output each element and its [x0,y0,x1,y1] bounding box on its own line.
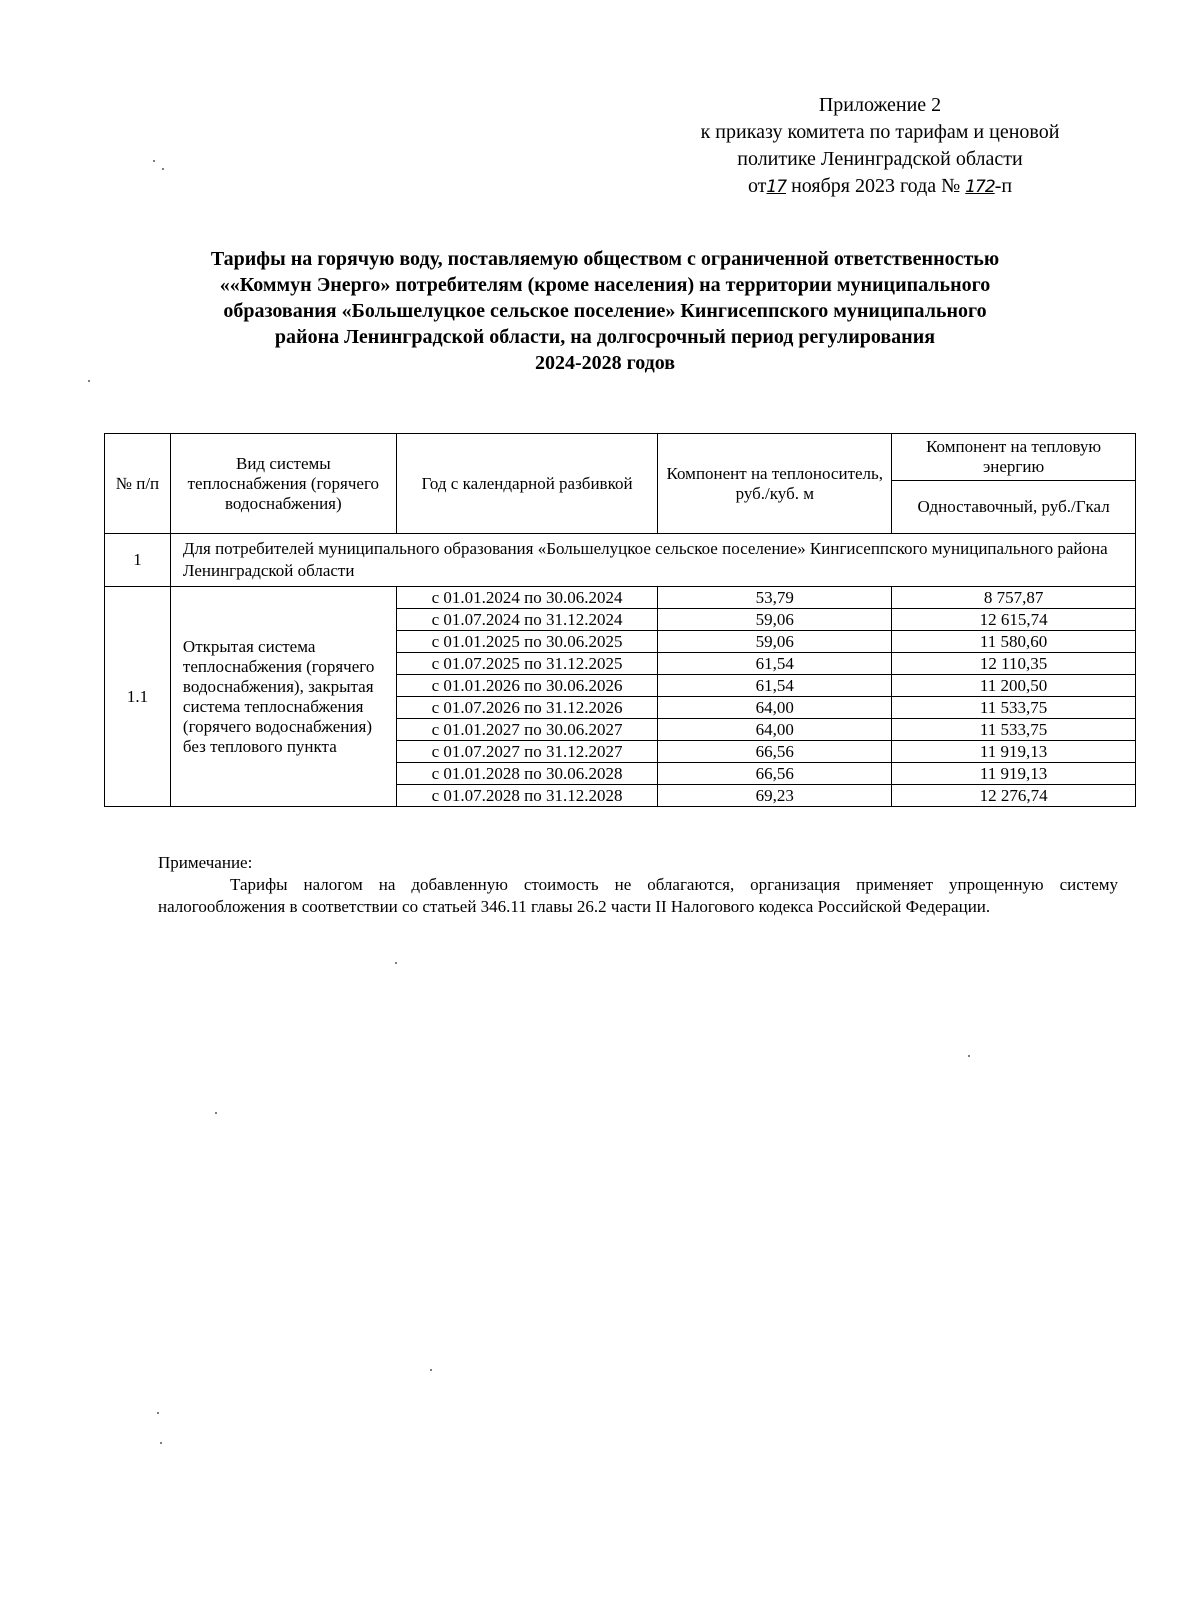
title-line: Тарифы на горячую воду, поставляемую обществом с ограниченной ответственностью [210,248,1000,270]
header-row [105,434,1136,481]
order-suffix: -п [994,175,1013,197]
system-description: Открытая система теплоснабжения (горячего водоснабжения), закрытая система теплоснабжения (горячего водоснабжения) без теплового пункта [170,587,396,807]
scan-speck [968,1055,970,1057]
date-prefix: от [747,175,767,197]
header-period: Год с календарной разбивкой [396,434,658,534]
document-title [110,246,1100,376]
scan-speck [153,160,155,162]
scan-speck [160,1442,162,1444]
period-cell: с 01.07.2024 по 31.12.2024 [396,609,658,631]
scan-speck [395,962,397,964]
period-cell: с 01.01.2028 по 30.06.2028 [396,763,658,785]
appendix-committee-line: политике Ленинградской области [737,148,1023,170]
period-cell: с 01.01.2024 по 30.06.2024 [396,587,658,609]
period-cell: с 01.07.2025 по 31.12.2025 [396,653,658,675]
scan-speck [430,1369,432,1371]
energy-cell: 11 919,13 [892,741,1136,763]
header-system: Вид системы теплоснабжения (горячего водоснабжения) [170,434,396,534]
carrier-cell: 66,56 [658,741,892,763]
carrier-cell: 61,54 [658,675,892,697]
energy-cell: 11 533,75 [892,697,1136,719]
title-line: района Ленинградской области, на долгосрочный период регулирования [274,326,936,348]
header-energy-single-rate: Одноставочный, руб./Гкал [892,481,1136,534]
carrier-cell: 59,06 [658,609,892,631]
energy-cell: 12 276,74 [892,785,1136,807]
scan-speck [162,168,164,170]
group-row [105,534,1136,587]
appendix-title: Приложение 2 [818,94,942,116]
period-cell: с 01.01.2025 по 30.06.2025 [396,631,658,653]
tariff-table [104,433,1136,807]
carrier-cell: 59,06 [658,631,892,653]
note-label: Примечание: [158,853,253,872]
handwritten-order-number: 172 [965,177,995,197]
header-energy: Компонент на тепловую энергию [892,434,1136,481]
note-text: Тарифы налогом на добавленную стоимость не облагаются, организация применяет упрощенную систему налогообложения в соответствии со статьей 346.11 главы 26.2 части II Налогового кодекса Российской Федерации. [158,875,1118,916]
header-carrier: Компонент на теплоноситель, руб./куб. м [658,434,892,534]
energy-cell: 11 919,13 [892,763,1136,785]
carrier-cell: 66,56 [658,763,892,785]
carrier-cell: 64,00 [658,697,892,719]
period-cell: с 01.07.2028 по 31.12.2028 [396,785,658,807]
period-cell: с 01.01.2027 по 30.06.2027 [396,719,658,741]
energy-cell: 12 110,35 [892,653,1136,675]
title-line: образования «Большелуцкое сельское поселение» Кингисеппского муниципального [223,300,987,322]
title-line: ««Коммун Энерго» потребителям (кроме населения) на территории муниципального [219,274,991,296]
carrier-cell: 64,00 [658,719,892,741]
carrier-cell: 61,54 [658,653,892,675]
energy-cell: 11 200,50 [892,675,1136,697]
appendix-order-line: к приказу комитета по тарифам и ценовой [700,121,1060,143]
period-cell: с 01.07.2027 по 31.12.2027 [396,741,658,763]
energy-cell: 8 757,87 [892,587,1136,609]
carrier-cell: 69,23 [658,785,892,807]
energy-cell: 11 580,60 [892,631,1136,653]
energy-cell: 12 615,74 [892,609,1136,631]
subgroup-num: 1.1 [105,587,171,807]
appendix-date-line [640,173,1120,201]
note-section [158,852,1118,918]
handwritten-day: 17 [766,177,787,197]
title-line: 2024-2028 годов [534,352,676,374]
scan-speck [88,380,90,382]
date-middle: ноября 2023 года № [791,175,961,197]
header-num: № п/п [105,434,171,534]
scan-speck [157,1412,159,1414]
table-row [105,587,1136,609]
appendix-header [640,92,1120,201]
energy-cell: 11 533,75 [892,719,1136,741]
period-cell: с 01.01.2026 по 30.06.2026 [396,675,658,697]
group-num: 1 [105,534,171,587]
group-description: Для потребителей муниципального образования «Большелуцкое сельское поселение» Кингисеппского муниципального района Ленинградской области [170,534,1135,587]
carrier-cell: 53,79 [658,587,892,609]
period-cell: с 01.07.2026 по 31.12.2026 [396,697,658,719]
scan-speck [215,1112,217,1114]
